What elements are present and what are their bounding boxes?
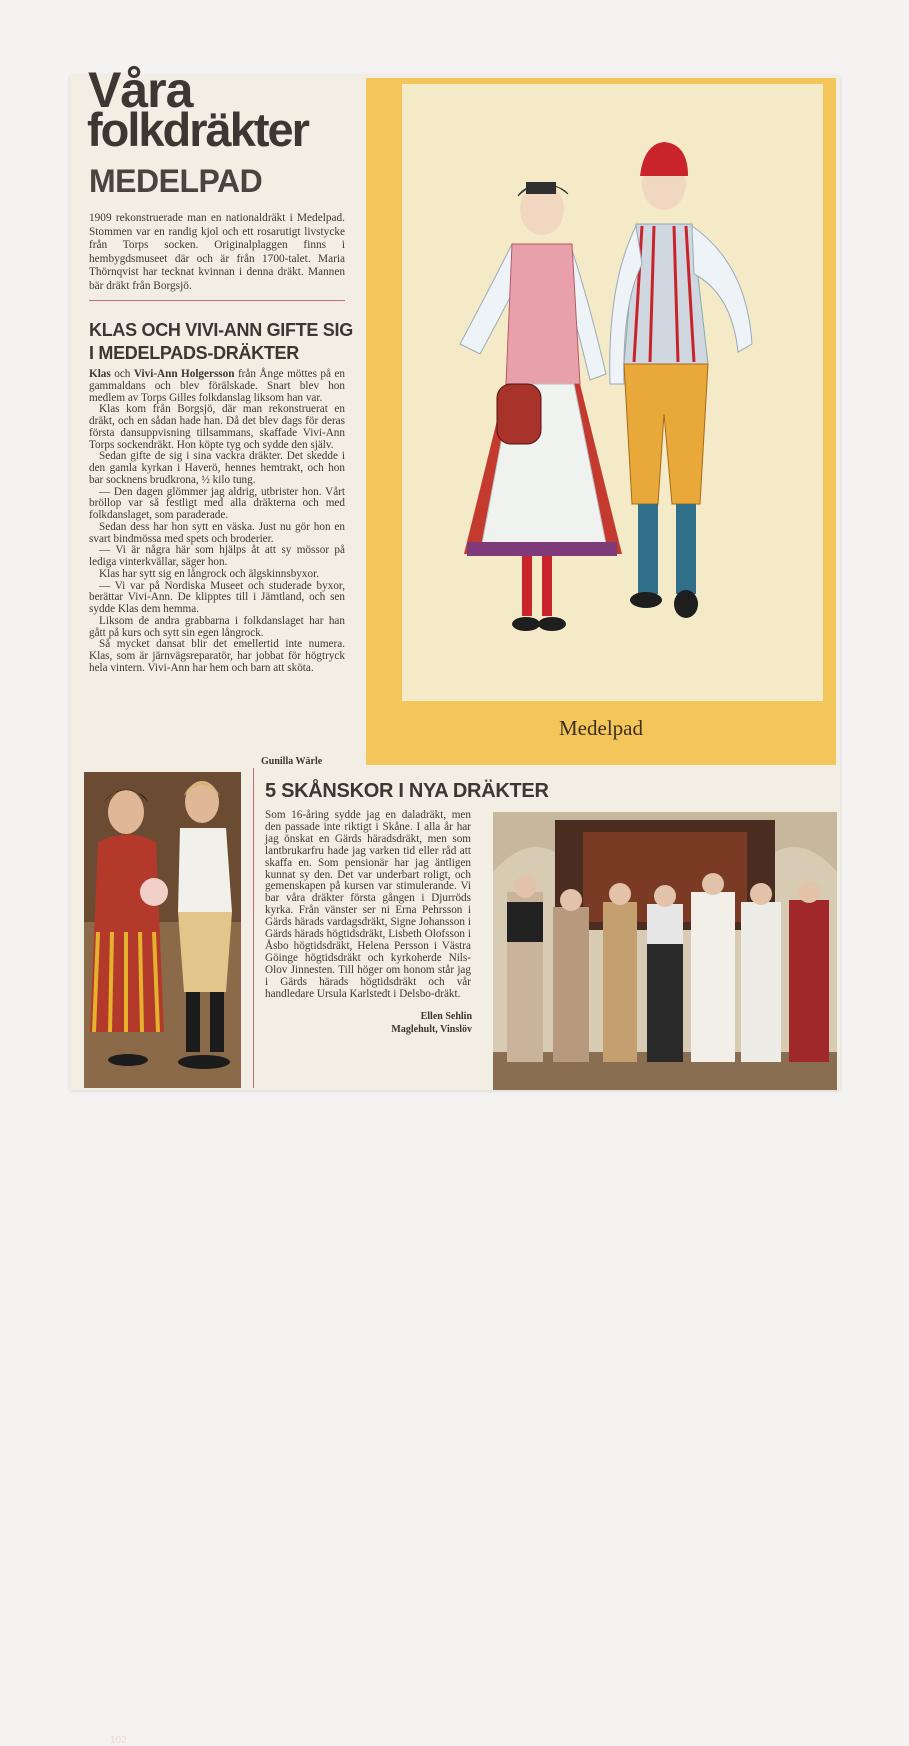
byline-place: Maglehult, Vinslöv [391,1024,472,1035]
paragraph: Så mycket dansat blir det emellertid inte numera. Klas, som är järnvägsreparatör, har jobbat för högtryck hela vintern. Vivi-Ann har hem och barn att sköta. [89,638,345,674]
article2-body: Som 16-åring sydde jag en daladräkt, men den passade inte riktigt i Skåne. I alla år har jag önskat en Gärds häradsdräkt, men som lantbrukarfru hade jag varken tid eller råd att skaffa en. Som pensionär har jag äntligen kunnat sy den. Det var underbart roligt, och gemenskapen på kursen var stimulerande. Vi bar våra dräkter första gången i Djurröds kyrka. Från vänster ser ni Erna Pehrsson i Gärds härads vardagsdräkt, Signe Johansson i Gärds härads högtidsdräkt, Lisbeth Olofsson i Åsbo högtidsdräkt, Helena Persson i Västra Göinge högtidsdräkt och kyrkoherde Nils-Olov Jinnesten. Till höger om honom står jag i Gärds härads högtidsdräkt och vår handledare Ursula Karlstedt i Delsbo-dräkt. [265,809,471,1000]
article2-title: 5 SKÅNSKOR I NYA DRÄKTER [265,780,549,802]
lead-paragraph [89,369,345,404]
paragraph: Klas kom från Borgsjö, där man rekonstruerat en dräkt, och en sådan hade han. Då det blev dags för deras första dansuppvisning tillsammans, skaffade Vivi-Ann Torps sockendräkt. Hon köpte tyg och sydde den själv. [89,403,345,451]
lead-name: Vivi-Ann Holgersson [133,368,235,380]
lead-text: från Ånge möttes på en gammaldans och blev förälskade. Snart blev hon medlem av Torps Gilles folkdanslag liksom han var. [89,368,345,404]
page-title: folkdräkter [87,103,308,156]
lead-name: Klas [89,368,111,380]
divider [89,300,345,301]
title-line-1: Våra [88,62,193,118]
illustration-caption: Medelpad [559,716,643,740]
paragraph: Sedan dess har hon sytt en väska. Just nu gör hon en svart bindmössa med spets och broderier. [89,520,345,545]
intro-text: 1909 rekonstruerade man en nationaldräkt i Medelpad. Stommen var en randig kjol och ett rosarutigt livstycke från Torps socken. Originalplaggen finns i hembygdsmuseet där och är från 1700-talet. Maria Thörnqvist har tecknat kvinnan i denna dräkt. Mannen bär dräkt från Borgsjö. [89,212,345,292]
illustration-panel [366,78,836,765]
paragraph: Sedan gifte de sig i sina vackra dräkter. Det skedde i den gamla kyrkan i Haverö, hennes hemtrakt, och hon bar socknens brudkrona, ½ kilo tung. [89,450,345,486]
paragraph: Liksom de andra grabbarna i folkdanslaget har han gått på kurs och sytt sin egen långrock. [89,614,345,639]
newspaper-clipping [70,62,840,1746]
man-figure [610,142,752,618]
byline-name: Ellen Sehlin [420,1011,472,1022]
church-group-photo [493,812,837,1090]
paragraph: — Vi är några här som hjälps åt att sy mössor på lediga vinterkvällar, säger hon. [89,544,345,568]
article-body [89,369,345,675]
costume-illustration [402,84,823,701]
page-number: 102 [110,1735,127,1746]
column-divider [253,768,254,1088]
woman-figure [460,182,622,631]
paragraph: Klas har sytt sig en långrock och älgskinnsbyxor. [99,567,319,580]
paragraph: — Vi var på Nordiska Museet och studerade byxor, berättar Vivi-Ann. De klipptes till i Jämtland, och sen sydde Klas dem hemma. [89,579,345,615]
wedding-photo [84,772,241,1746]
lead-and: och [110,368,134,380]
article-title: KLAS OCH VIVI-ANN GIFTE SIG I MEDELPADS-DRÄKTER [89,320,353,363]
paragraph: — Den dagen glömmer jag aldrig, utbrister hon. Vårt bröllop var så festligt med alla dräkterna och med folkdanslaget, som paraderade. [89,485,345,521]
byline: Gunilla Wärle [261,756,323,767]
region-title: MEDELPAD [89,163,263,199]
byline [370,1010,472,1036]
